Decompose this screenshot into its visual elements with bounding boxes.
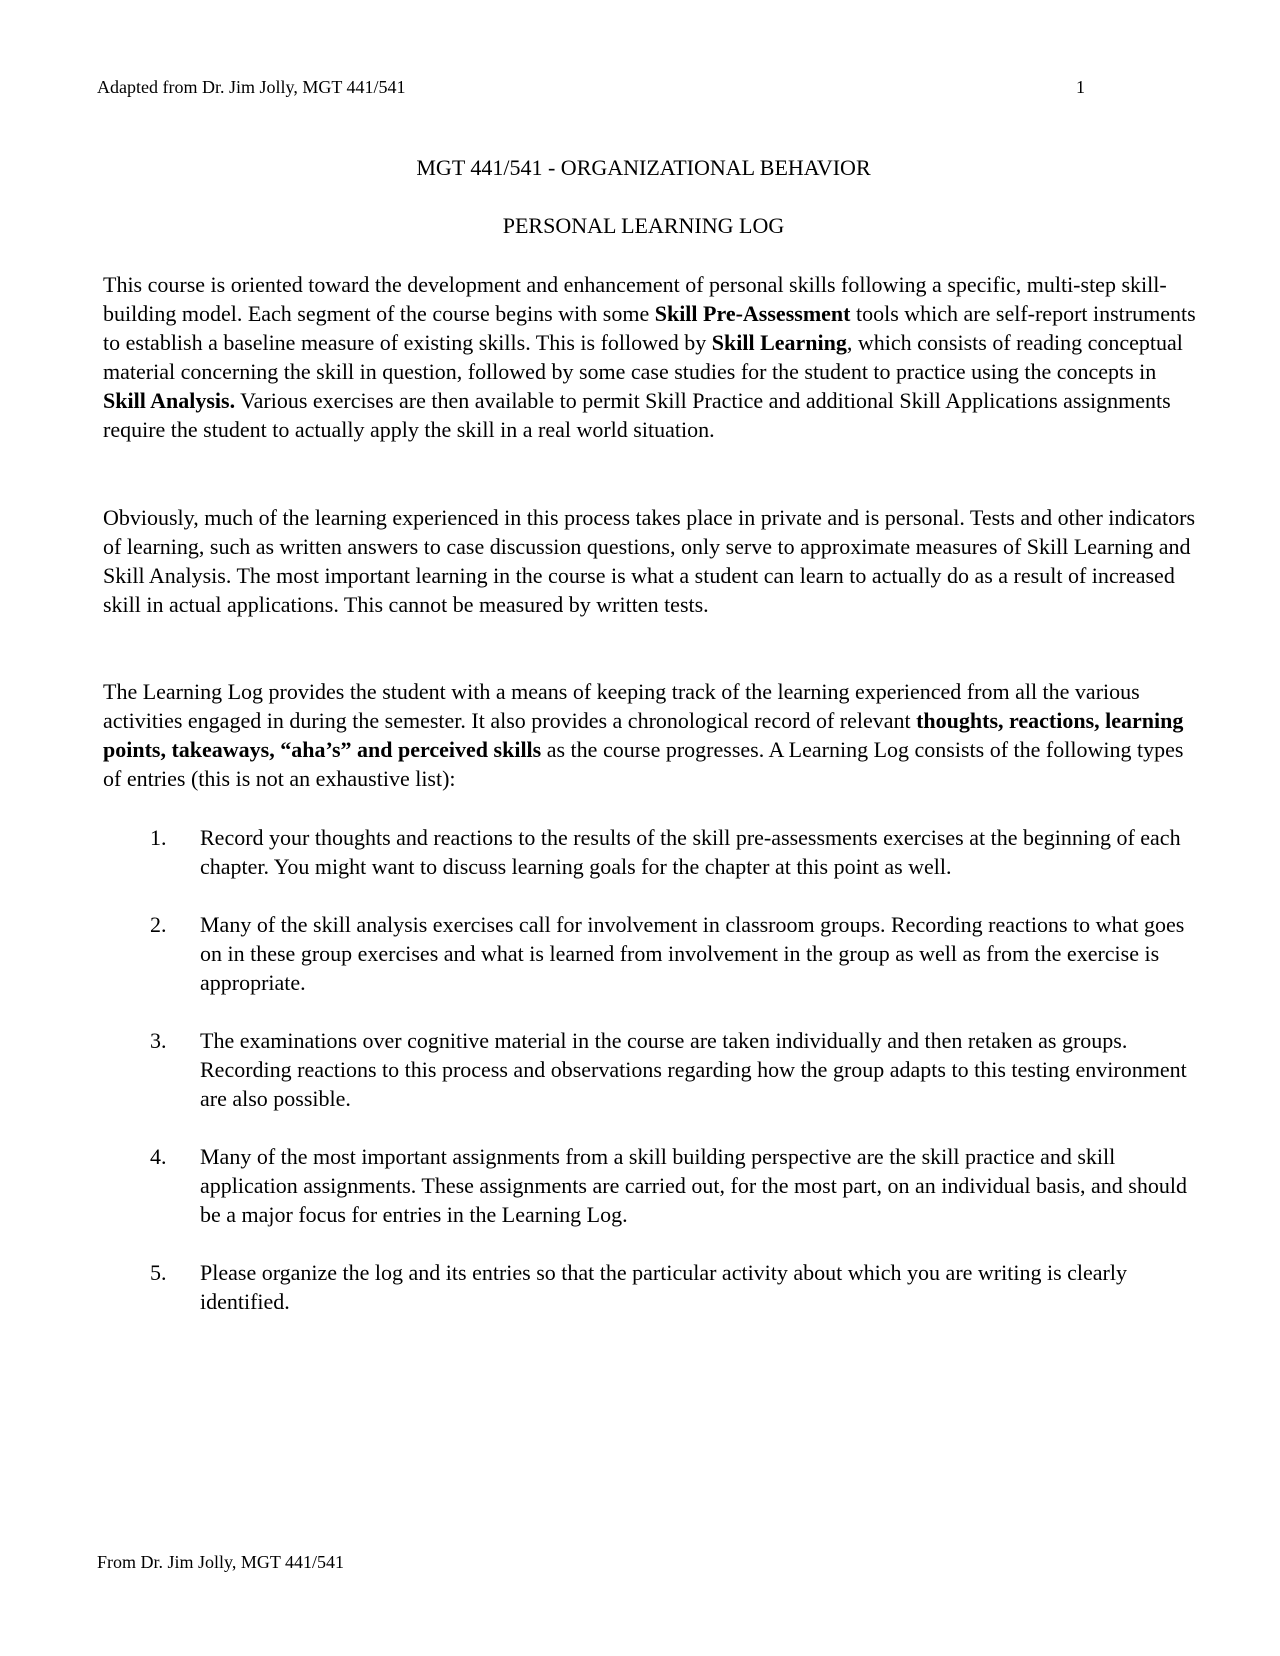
page-header [97, 76, 1085, 98]
bold-term: Skill Learning [711, 330, 847, 355]
list-number: 1. [150, 825, 167, 850]
list-text: Many of the skill analysis exercises call for involvement in classroom groups. Recording reactions to what goes on in these group exercises and what is learned from involvement in the group as well as from the exercise is appropriate. [200, 912, 1185, 995]
course-title: MGT 441/541 - ORGANIZATIONAL BEHAVIOR [416, 155, 871, 180]
list-text: Many of the most important assignments from a skill building perspective are the skill practice and skill application assignments. These assignments are carried out, for the most part, on an individual basis, and should be a major focus for entries in the Learning Log. [200, 1144, 1187, 1227]
text-run: The Learning Log provides the student with a means of keeping track of the learning experienced from all the various activities engaged in during the semester. It also provides a chronological record of relevant [103, 679, 1140, 733]
text-run: , which consists of reading conceptual material concerning the skill in question, followed by some case studies for the student to practice using the concepts in [103, 330, 1183, 384]
text-run: This course is oriented toward the development and enhancement of personal skills following a specific, multi-step skill-building model. Each segment of the course begins with some [103, 272, 1167, 326]
list-text: Please organize the log and its entries so that the particular activity about which you are writing is clearly identified. [200, 1260, 1127, 1314]
list-item [150, 910, 1200, 997]
bold-term: Skill Pre-Assessment [654, 301, 851, 326]
list-item [150, 823, 1200, 881]
entry-types-list [150, 823, 1200, 1345]
bold-term: thoughts, reactions, learning points, takeaways, “aha’s” and perceived skills [103, 708, 1184, 762]
document-title: PERSONAL LEARNING LOG [502, 213, 785, 238]
list-text: Record your thoughts and reactions to the results of the skill pre-assessments exercises at the beginning of each chapter. You might want to discuss learning goals for the chapter at this point as well. [200, 825, 1181, 879]
list-number: 3. [150, 1028, 167, 1053]
page-number: 1 [1076, 77, 1085, 97]
list-number: 5. [150, 1260, 167, 1285]
text-run: Various exercises are then available to permit Skill Practice and additional Skill Applications assignments require the student to actually apply the skill in a real world situation. [103, 388, 1171, 442]
list-text: The examinations over cognitive material in the course are taken individually and then retaken as groups. Recording reactions to this process and observations regarding how the group adapts to this testing environment are also possible. [200, 1028, 1187, 1111]
list-item [150, 1026, 1200, 1113]
intro-paragraph [103, 270, 1203, 444]
list-number: 4. [150, 1144, 167, 1169]
text-run: as the course progresses. A Learning Log consists of the following types of entries (this is not an exhaustive list): [103, 737, 1184, 791]
list-item [150, 1258, 1200, 1316]
list-item [150, 1142, 1200, 1229]
learning-paragraph: Obviously, much of the learning experienced in this process takes place in private and is personal. Tests and other indicators of learning, such as written answers to case discussion questions, only serve to approximate measures of Skill Learning and Skill Analysis. The most important learning in the course is what a student can learn to actually do as a result of increased skill in actual applications. This cannot be measured by written tests. [103, 505, 1196, 617]
log-paragraph [103, 677, 1203, 793]
header-attribution: Adapted from Dr. Jim Jolly, MGT 441/541 [97, 77, 406, 97]
page-footer: From Dr. Jim Jolly, MGT 441/541 [97, 1552, 345, 1572]
list-number: 2. [150, 912, 167, 937]
bold-term: Skill Analysis. [103, 388, 236, 413]
text-run: tools which are self-report instruments to establish a baseline measure of existing skills. This is followed by [103, 301, 1196, 355]
